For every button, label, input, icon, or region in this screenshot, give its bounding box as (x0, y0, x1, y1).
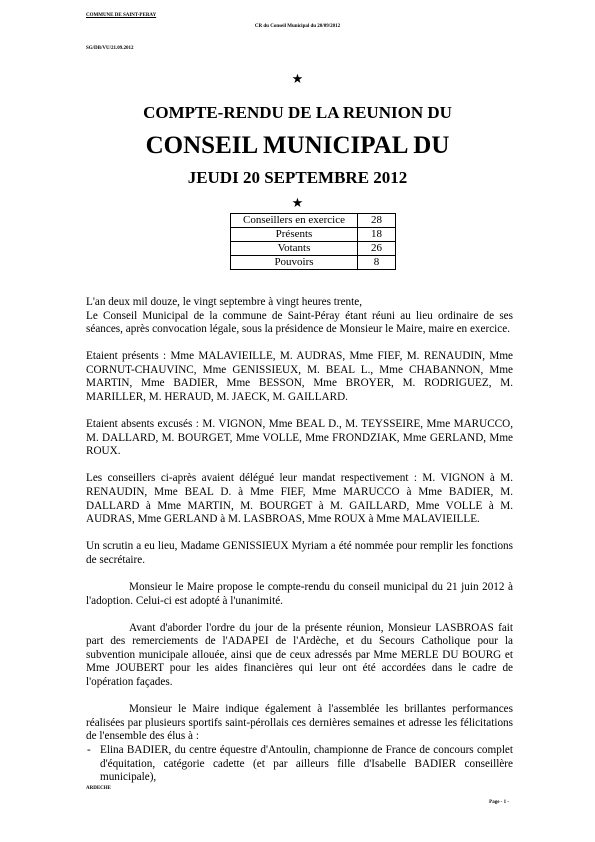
presents-paragraph: Etaient présents : Mme MALAVIEILLE, M. AUDRAS, Mme FIEF, M. RENAUDIN, Mme CORNUT-CHAUVINC, Mme GENISSIEUX, M. BEAL L., Mme CHABANNON, Mme MARTIN, Mme BADIER, Mme BESSON, Mme BROYER, M. RODRIGUEZ, M. MARILLER, M. HERAUD, M. JAECK, M. GAILLARD. (86, 350, 513, 404)
absents-paragraph: Etaient absents excusés : M. VIGNON, Mme BEAL D., M. TEYSSEIRE, Mme MARUCCO, M. DALLARD, M. BOURGET, Mme VOLLE, Mme FRONDZIAK, Mme GERLAND, Mme ROUX. (86, 418, 513, 458)
list-item-text: Elina BADIER, du centre équestre d'Antoulin, championne de France de concours complet d'équitation, catégorie cadette (et par ailleurs fille d'Isabelle BADIER conseillère municipale), (100, 743, 513, 784)
title-line-2: CONSEIL MUNICIPAL DU (145, 132, 450, 159)
document-body (86, 296, 513, 785)
table-row (231, 228, 396, 242)
header-reference: SG/DB/VU/21.09.2012 (86, 46, 134, 51)
star-ornament-icon: ★ (291, 71, 304, 86)
table-row (231, 242, 396, 256)
title-line-1: COMPTE-RENDU DE LA REUNION DU (143, 103, 452, 122)
attendance-table (230, 213, 396, 270)
athletes-list (86, 744, 513, 785)
table-cell-value: 26 (358, 242, 396, 256)
table-cell-label: Pouvoirs (231, 256, 358, 270)
header-commune: COMMUNE DE SAINT-PERAY (86, 13, 157, 18)
table-row (231, 256, 396, 270)
star-ornament-icon: ★ (291, 195, 304, 210)
header-document-title: CR du Conseil Municipal du 20/09/2012 (254, 24, 341, 29)
table-cell-value: 28 (358, 214, 396, 228)
table-cell-value: 18 (358, 228, 396, 242)
intro-line: L'an deux mil douze, le vingt septembre à vingt heures trente, (86, 296, 363, 308)
adoption-paragraph: Monsieur le Maire propose le compte-rendu du conseil municipal du 21 juin 2012 à l'adoption. Celui-ci est adopté à l'unanimité. (86, 581, 513, 607)
performances-paragraph: Monsieur le Maire indique également à l'assemblée les brillantes performances réalisées par plusieurs sportifs saint-pérollais ces dernières semaines et adresse les félicitations de l'ensemble des élus à : (86, 703, 513, 743)
table-cell-label: Présents (231, 228, 358, 242)
table-cell-label: Votants (231, 242, 358, 256)
dash-bullet-icon: - (87, 743, 91, 756)
intro-paragraph: Le Conseil Municipal de la commune de Saint-Péray étant réuni au lieu ordinaire de ses séances, après convocation légale, sous la présidence de Monsieur le Maire, maire en exercice. (86, 309, 513, 336)
title-line-3: JEUDI 20 SEPTEMBRE 2012 (187, 168, 408, 187)
footer-department: ARDECHE (86, 786, 112, 791)
table-row (231, 214, 396, 228)
ballot-paragraph: Un scrutin a eu lieu, Madame GENISSIEUX Myriam a été nommée pour remplir les fonctions de secrétaire. (86, 540, 513, 566)
list-item (86, 744, 513, 785)
table-cell-value: 8 (358, 256, 396, 270)
thanks-paragraph: Avant d'aborder l'ordre du jour de la présente réunion, Monsieur LASBROAS fait part des remerciements de l'ADAPEI de l'Ardèche, et du Secours Catholique pour la subvention municipale allouée, ainsi que de ceux adressés par Mme MERLE DU BOURG et Mme JOUBERT pour les aides financières qui leur ont été accordées dans le cadre de l'opération façades. (86, 621, 513, 689)
page-number: Page - 1 - (489, 800, 509, 805)
table-cell-label: Conseillers en exercice (231, 214, 358, 228)
mandates-paragraph: Les conseillers ci-après avaient délégué leur mandat respectivement : M. VIGNON à M. RENAUDIN, Mme BEAL D. à Mme FIEF, Mme MARUCCO à Mme BADIER, M. DALLARD à Mme MARTIN, M. BOURGET à M. GAILLARD, Mme VOLLE à M. AUDRAS, Mme GERLAND à M. LASBROAS, Mme ROUX à Mme MALAVIEILLE. (86, 472, 513, 526)
